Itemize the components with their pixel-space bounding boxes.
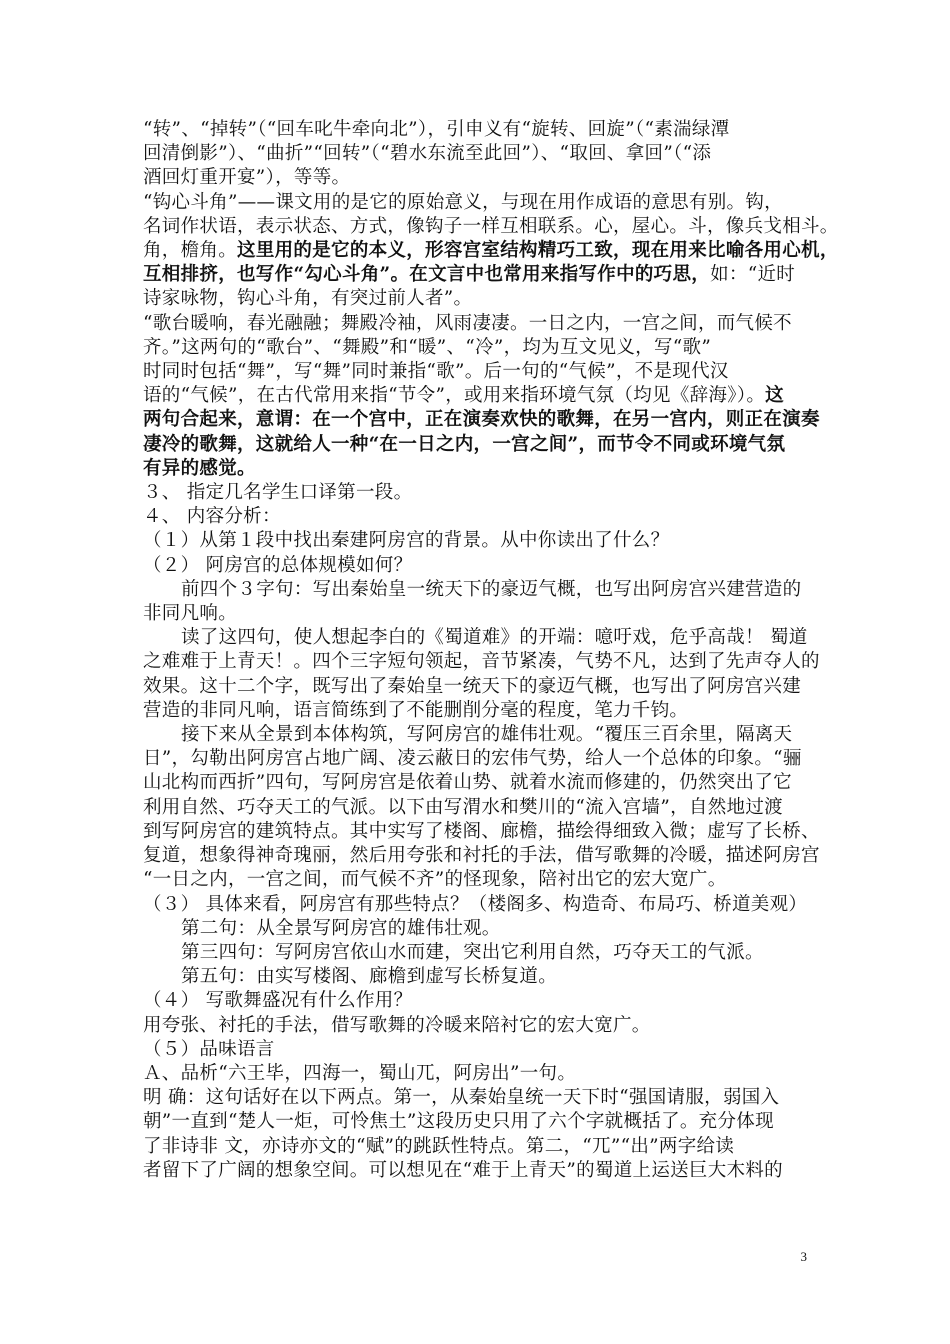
text-line — [143, 457, 812, 481]
text-line — [143, 626, 812, 650]
bold-text-segment: 有异的感觉。 — [143, 457, 256, 479]
text-segment: 读了这四句，使人想起李白的《蜀道难》的开端：噫吁戏，危乎高哉！ 蜀道 — [181, 627, 808, 649]
text-segment: （１）从第１段中找出秦建阿房宫的背景。从中你读出了什么？ — [143, 530, 670, 552]
text-line — [143, 166, 812, 190]
text-line — [143, 917, 812, 941]
text-line — [143, 699, 812, 723]
page-number: 3 — [800, 1249, 807, 1264]
bold-text-segment: 互相排挤，也写作“勾心斗角”。在文言中也常用来指写作中的巧思， — [143, 264, 711, 286]
text-line — [143, 602, 812, 626]
text-segment: “一日之内，一宫之间，而气候不齐”的怪现象，陪衬出它的宏大宽广。 — [143, 869, 727, 891]
text-segment: Ａ、品析“六王毕，四海一，蜀山兀，阿房出”一句。 — [143, 1062, 577, 1084]
text-line — [143, 481, 812, 505]
text-segment: 角，檐角。 — [143, 240, 238, 262]
text-segment: 朝”一直到“楚人一炬，可怜焦土”这段历史只用了六个字就概括了。充分体现 — [143, 1111, 774, 1133]
text-segment: 山北构而西折”四句，写阿房宫是依着山势、就着水流而修建的，仍然突出了它 — [143, 772, 792, 794]
text-line — [143, 989, 812, 1013]
text-segment: （４） 写歌舞盛况有什么作用？ — [143, 990, 413, 1012]
text-segment: 诗家咏物，钩心斗角，有突过前人者”。 — [143, 288, 473, 310]
text-line — [143, 941, 812, 965]
text-line — [143, 142, 812, 166]
text-line — [143, 844, 820, 868]
text-line — [143, 312, 812, 336]
text-segment: 非同凡响。 — [143, 603, 238, 625]
text-line — [143, 118, 812, 142]
text-line — [143, 1038, 812, 1062]
text-line — [143, 239, 839, 263]
text-segment: （３） 具体来看，阿房宫有那些特点？（楼阁多、构造奇、布局巧、桥道美观） — [143, 893, 808, 915]
text-line — [143, 384, 812, 408]
text-line — [143, 747, 812, 771]
text-line — [143, 675, 812, 699]
text-segment: 营造的非同凡响，语言简练到了不能删削分毫的程度，笔力千钧。 — [143, 699, 689, 721]
text-line — [143, 336, 812, 360]
text-line — [143, 360, 812, 384]
text-segment: 第五句：由实写楼阁、廊檐到虚写长桥复道。 — [181, 966, 558, 988]
text-segment: 回清倒影”）、“曲折”“回转”（“碧水东流至此回”）、“取回、拿回”（“添 — [143, 143, 712, 165]
text-segment: 前四个３字句：写出秦始皇一统天下的豪迈气概，也写出阿房宫兴建营造的 — [181, 578, 802, 600]
text-line — [143, 1014, 812, 1038]
text-line — [143, 554, 812, 578]
text-segment: 了非诗非 文，亦诗亦文的“赋”的跳跃性特点。第二，“兀”“出”两字给读 — [143, 1135, 735, 1157]
text-line — [143, 578, 812, 602]
text-segment: 酒回灯重开宴”），等等。 — [143, 167, 351, 189]
text-segment: 日”，勾勒出阿房宫占地广阔、凌云蔽日的宏伟气势，给人一个总体的印象。“骊 — [143, 748, 802, 770]
text-segment: 接下来从全景到本体构筑，写阿房宫的雄伟壮观。“覆压三百余里，隔离天 — [181, 724, 793, 746]
bold-text-segment: 凄冷的歌舞，这就给人一种“在一日之内，一宫之间”，而节令不同或环境气氛 — [143, 433, 786, 455]
bold-text-segment: 这 — [765, 385, 784, 407]
text-line — [143, 408, 820, 432]
text-segment: “歌台暖响，春光融融；舞殿冷袖，风雨凄凄。一日之内，一宫之间，而气候不 — [143, 312, 792, 334]
text-line — [143, 965, 812, 989]
text-segment: 第三四句：写阿房宫依山水而建，突出它利用自然，巧夺天工的气派。 — [181, 941, 764, 963]
text-segment: 之难难于上青天！。四个三字短句领起，音节紧凑，气势不凡，达到了先声夺人的 — [143, 651, 820, 673]
text-segment: 到写阿房宫的建筑特点。其中实写了楼阁、廊檐，描绘得细致入微；虚写了长桥、 — [143, 820, 820, 842]
text-line — [143, 1159, 812, 1183]
text-line — [143, 215, 839, 239]
text-line — [143, 1135, 812, 1159]
text-line — [143, 263, 812, 287]
text-line — [143, 191, 812, 215]
text-segment: 明 确：这句话好在以下两点。第一，从秦始皇统一天下时“强国请服，弱国入 — [143, 1087, 780, 1109]
text-line — [143, 529, 812, 553]
text-segment: “转”、“掉转”（“回车叱牛牵向北”），引申义有“旋转、回旋”（“素湍绿潭 — [143, 119, 730, 140]
document-body — [143, 118, 839, 1183]
text-line — [143, 771, 812, 795]
text-segment: 如：“近时 — [710, 264, 796, 286]
text-segment: “钩心斗角”——课文用的是它的原始意义，与现在用作成语的意思有别。钩， — [143, 191, 783, 213]
text-line — [143, 820, 820, 844]
text-segment: ４、 内容分析： — [143, 506, 281, 528]
text-line — [143, 868, 812, 892]
text-line — [143, 1062, 812, 1086]
text-segment: 用夸张、衬托的手法，借写歌舞的冷暖来陪衬它的宏大宽广。 — [143, 1014, 651, 1036]
text-line — [143, 650, 820, 674]
text-segment: 齐。”这两句的“歌台”、“舞殿”和“暖”、“冷”，均为互文见义，写“歌” — [143, 336, 712, 358]
bold-text-segment: 两句合起来，意谓：在一个宫中，正在演奏欢快的歌舞，在另一宫内，则正在演奏 — [143, 409, 820, 431]
text-segment: （５）品味语言 — [143, 1038, 275, 1060]
text-segment: 者留下了广阔的想象空间。可以想见在“难于上青天”的蜀道上运送巨大木料的 — [143, 1159, 783, 1181]
text-line — [143, 1086, 812, 1110]
text-line — [143, 723, 812, 747]
text-segment: 语的“气候”，在古代常用来指“节令”，或用来指环境气氛（均见《辞海》）。 — [143, 385, 766, 407]
text-segment: 时同时包括“舞”，写“舞”同时兼指“歌”。后一句的“气候”，不是现代汉 — [143, 361, 729, 383]
text-segment: 利用自然、巧夺天工的气派。以下由写渭水和樊川的“流入宫墙”，自然地过渡 — [143, 796, 783, 818]
text-line — [143, 1110, 812, 1134]
bold-text-segment: 这里用的是它的本义，形容宫室结构精巧工致，现在用来比喻各用心机， — [237, 240, 839, 262]
text-segment: ３、 指定几名学生口译第一段。 — [143, 482, 413, 504]
text-line — [143, 796, 812, 820]
text-line — [143, 433, 812, 457]
text-segment: 复道，想象得神奇瑰丽，然后用夸张和衬托的手法，借写歌舞的冷暖，描述阿房宫 — [143, 845, 820, 867]
text-segment: （２） 阿房宫的总体规模如何？ — [143, 554, 413, 576]
text-line — [143, 893, 812, 917]
text-line — [143, 287, 812, 311]
text-segment: 第二句：从全景写阿房宫的雄伟壮观。 — [181, 917, 501, 939]
text-segment: 名词作状语，表示状态、方式，像钩子一样互相联系。心，屋心。斗，像兵戈相斗。 — [143, 215, 839, 237]
text-segment: 效果。这十二个字，既写出了秦始皇一统天下的豪迈气概，也写出了阿房宫兴建 — [143, 675, 802, 697]
text-line — [143, 505, 812, 529]
